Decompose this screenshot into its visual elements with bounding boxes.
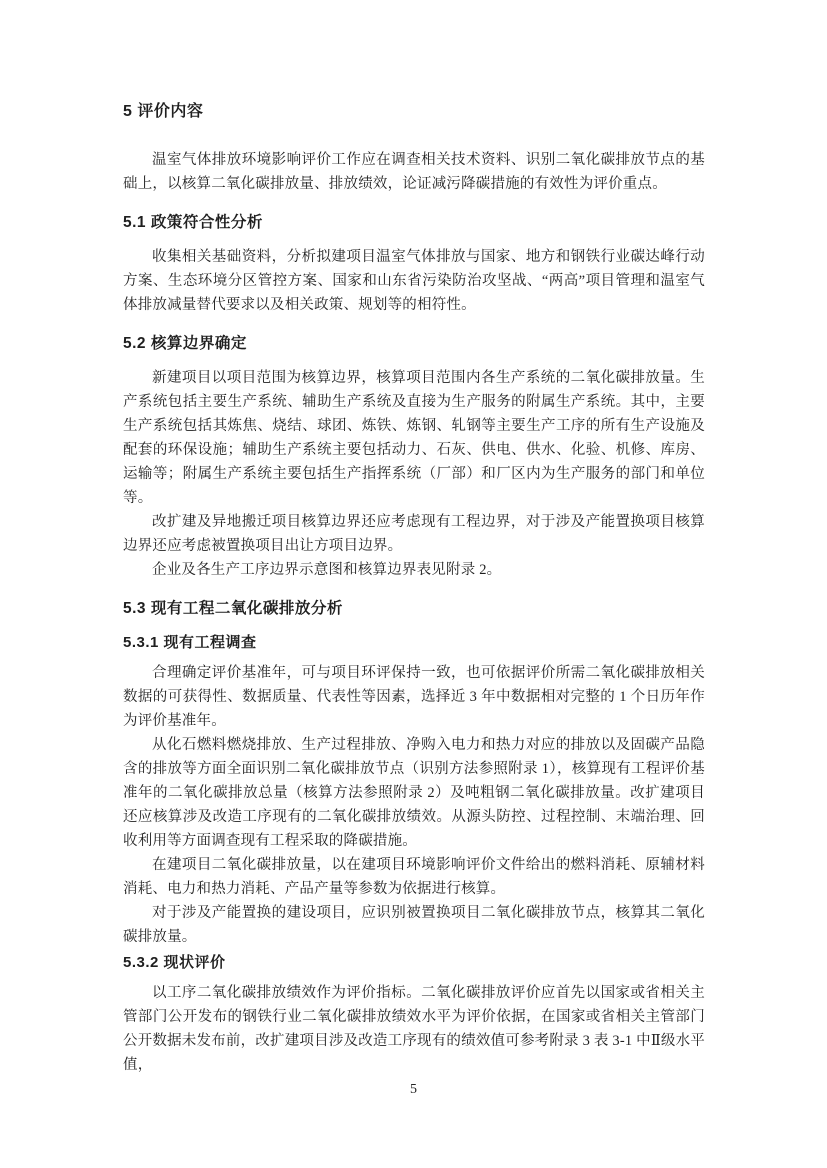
paragraph-boundary-retrofit: 改扩建及异地搬迁项目核算边界还应考虑现有工程边界，对于涉及产能置换项目核算边界还应考虑被置换项目出让方项目边界。 [123,514,705,554]
paragraph-under-construction: 在建项目二氧化碳排放量，以在建项目环境影响评价文件给出的燃料消耗、原辅材料消耗、电力和热力消耗、产品产量等参数为依据进行核算。 [123,857,705,897]
document-content [123,100,705,1077]
paragraph-boundary-new: 新建项目以项目范围为核算边界，核算项目范围内各生产系统的二氧化碳排放量。生产系统包括主要生产系统、辅助生产系统及直接为生产服务的附属生产系统。其中，主要生产系统包括其炼焦、烧结、球团、炼铁、炼钢、轧钢等主要生产工序的所有生产设施及配套的环保设施；辅助生产系统主要包括动力、石灰、供电、供水、化验、机修、库房、运输等；附属生产系统主要包括生产指挥系统（厂部）和厂区内为生产服务的部门和单位等。 [123,370,705,506]
paragraph-policy-compliance: 收集相关基础资料，分析拟建项目温室气体排放与国家、地方和钢铁行业碳达峰行动方案、生态环境分区管控方案、国家和山东省污染防治攻坚战、“两高”项目管理和温室气体排放减量替代要求以及相关政策、规划等的相符性。 [123,249,705,313]
chapter-heading-5: 5 评价内容 [123,103,204,120]
section-heading-5-2: 5.2 核算边界确定 [123,335,247,352]
section-heading-5-1: 5.1 政策符合性分析 [123,214,263,231]
section-heading-5-3: 5.3 现有工程二氧化碳排放分析 [123,600,343,617]
page-number: 5 [410,1082,417,1097]
paragraph-emission-nodes: 从化石燃料燃烧排放、生产过程排放、净购入电力和热力对应的排放以及固碳产品隐含的排放等方面全面识别二氧化碳排放节点（识别方法参照附录 1），核算现有工程评价基准年的二氧化碳排放总量（核算方法参照附录 2）及吨粗钢二氧化碳排放量。改扩建项目还应核算涉及改造工序现有的二氧化碳排放绩效。从源头防控、过程控制、末端治理、回收利用等方面调查现有工程采取的降碳措施。 [123,737,705,849]
subsection-heading-5-3-2: 5.3.2 现状评价 [123,954,226,971]
subsection-heading-5-3-1: 5.3.1 现有工程调查 [123,634,257,651]
paragraph-status-evaluation: 以工序二氧化碳排放绩效作为评价指标。二氧化碳排放评价应首先以国家或省相关主管部门公开发布的钢铁行业二氧化碳排放绩效水平为评价依据，在国家或省相关主管部门公开数据未发布前，改扩建项目涉及改造工序现有的绩效值可参考附录 3 表 3-1 中Ⅱ级水平值， [123,985,705,1073]
paragraph-boundary-appendix: 企业及各生产工序边界示意图和核算边界表见附录 2。 [152,562,502,578]
paragraph-capacity-swap: 对于涉及产能置换的建设项目，应识别被置换项目二氧化碳排放节点，核算其二氧化碳排放量。 [123,905,705,945]
paragraph-intro: 温室气体排放环境影响评价工作应在调查相关技术资料、识别二氧化碳排放节点的基础上，以核算二氧化碳排放量、排放绩效，论证减污降碳措施的有效性为评价重点。 [123,152,705,192]
paragraph-baseline-year: 合理确定评价基准年，可与项目环评保持一致，也可依据评价所需二氧化碳排放相关数据的可获得性、数据质量、代表性等因素，选择近 3 年中数据相对完整的 1 个日历年作为评价基准年。 [123,665,705,729]
